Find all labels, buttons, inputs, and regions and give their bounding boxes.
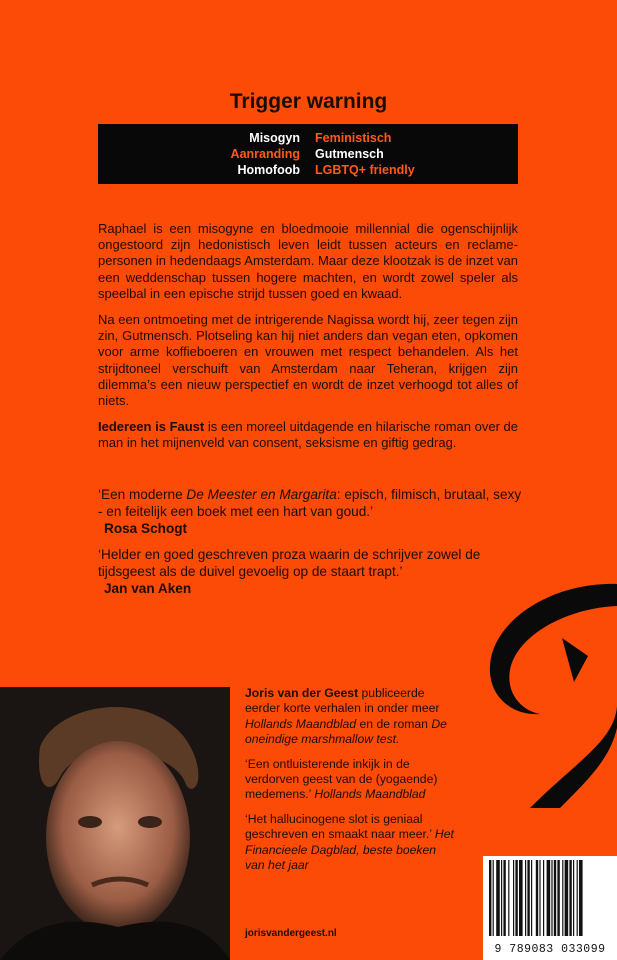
barcode-bar bbox=[515, 860, 517, 936]
blurb-paragraph-3-text: is een moreel uitdagende en hilarische roman over de man in het mijnenveld van consent, seksisme en giftig gedrag. bbox=[98, 419, 518, 451]
bio-quote-text: ‘Een ontluisterende inkijk in de verdorven geest van de (yogaende) medemens.’ bbox=[245, 756, 438, 802]
book-blurb bbox=[98, 221, 518, 462]
review-quote-1 bbox=[98, 486, 528, 538]
quote-italic-title: De Meester en Margarita bbox=[186, 487, 337, 502]
barcode-bar bbox=[519, 860, 523, 936]
barcode-bar bbox=[525, 860, 526, 936]
quote-text: ‘Een moderne bbox=[98, 487, 187, 502]
barcode-bars bbox=[483, 856, 617, 940]
barcode-bar bbox=[551, 860, 552, 936]
barcode-bar bbox=[501, 860, 502, 936]
barcode-bar bbox=[573, 860, 574, 936]
bio-magazine: Hollands Maandblad bbox=[245, 716, 357, 731]
blurb-paragraph-3 bbox=[98, 419, 518, 451]
barcode-bar bbox=[489, 860, 491, 936]
bio-text-2: en de roman bbox=[356, 716, 432, 731]
trigger-right-label: LGBTQ+ friendly bbox=[315, 163, 415, 177]
trigger-left-label: Aanranding bbox=[230, 147, 300, 161]
bio-text: publiceerde eerder korte verhalen in onder meer bbox=[245, 686, 440, 716]
review-quote-2 bbox=[98, 546, 528, 598]
bio-novel: De oneindige marshmallow test. bbox=[245, 716, 447, 747]
devil-tail-graphic bbox=[470, 578, 617, 808]
barcode-bar bbox=[513, 860, 514, 936]
blurb-paragraph-2: Na een ontmoeting met de intrigerende Nagissa wordt hij, zeer tegen zijn zin, Gutmensch. Plotseling kan hij niet anders dan vegan eten, opkomen voor arme koffieboeren en vrouwen met respect behandelen. Als het strijdtoneel verschuift van Amsterdam naar Teheran, krijgen zijn dilemma’s een nieuw perspectief en wordt de inzet verhoogd tot alles of niets. bbox=[98, 312, 518, 409]
barcode-bar bbox=[539, 860, 540, 936]
bio-quote-1 bbox=[245, 757, 455, 803]
bio-quote-2 bbox=[245, 812, 455, 874]
bio-paragraph bbox=[245, 686, 455, 748]
trigger-left-label: Homofoob bbox=[237, 163, 300, 177]
trigger-warning-box bbox=[98, 124, 518, 184]
author-photo bbox=[0, 687, 230, 960]
barcode-bar bbox=[565, 860, 569, 936]
barcode-bar bbox=[531, 860, 532, 936]
isbn-barcode bbox=[483, 856, 617, 960]
quote-text: ‘Helder en goed geschreven proza waarin de schrijver zowel de tijdsgeest als de duivel gevoelig op de staart trapt.’ bbox=[98, 547, 481, 580]
isbn-number: 9 789083 033099 bbox=[494, 943, 606, 956]
bio-quote-text: ‘Het hallucinogene slot is geniaal geschreven en smaakt naar meer.’ bbox=[245, 811, 432, 842]
book-title-inline: Iedereen is Faust bbox=[98, 419, 205, 435]
barcode-bar bbox=[527, 860, 529, 936]
barcode-bar bbox=[547, 860, 551, 936]
barcode-bar bbox=[496, 860, 500, 936]
blurb-paragraph-1: Raphael is een misogyne en bloedmooie millennial die ogenschijnlijk ongestoord zijn hedonistisch leven leidt tussen acteurs en reclamepersonen in hedendaags Amsterdam. Maar deze klootzak is de inzet van een weddenschap tussen hogere machten, en wordt zowel speler als speelbal in een epische strijd tussen goed en kwaad. bbox=[98, 221, 518, 301]
barcode-bar bbox=[536, 860, 538, 936]
quote-author: Rosa Schogt bbox=[104, 521, 188, 537]
trigger-right-label: Gutmensch bbox=[315, 147, 384, 161]
barcode-bar bbox=[503, 860, 505, 936]
barcode-bar bbox=[508, 860, 509, 936]
author-bio bbox=[245, 686, 455, 882]
author-name: Joris van der Geest bbox=[245, 686, 359, 700]
bio-quote-source: Hollands Maandblad bbox=[314, 787, 426, 802]
barcode-bar bbox=[493, 860, 494, 936]
trigger-right-label: Feministisch bbox=[315, 131, 392, 145]
barcode-bar bbox=[562, 860, 563, 936]
barcode-bar bbox=[569, 860, 571, 936]
barcode-bar bbox=[543, 860, 544, 936]
author-website: jorisvandergeest.nl bbox=[245, 928, 337, 939]
quote-text-continued: : episch, filmisch, brutaal, sexy - en feitelijk een boek met een hart van goud.’ bbox=[98, 487, 522, 520]
trigger-left-label: Misogyn bbox=[249, 131, 300, 145]
barcode-bar bbox=[577, 860, 578, 936]
barcode-bar bbox=[557, 860, 559, 936]
barcode-bar bbox=[579, 860, 583, 936]
bio-quote-source: Het Financieele Dagblad, beste boeken van het jaar bbox=[245, 827, 454, 873]
trigger-warning-title: Trigger warning bbox=[229, 90, 388, 113]
barcode-bar bbox=[554, 860, 556, 936]
quote-author: Jan van Aken bbox=[104, 581, 192, 597]
